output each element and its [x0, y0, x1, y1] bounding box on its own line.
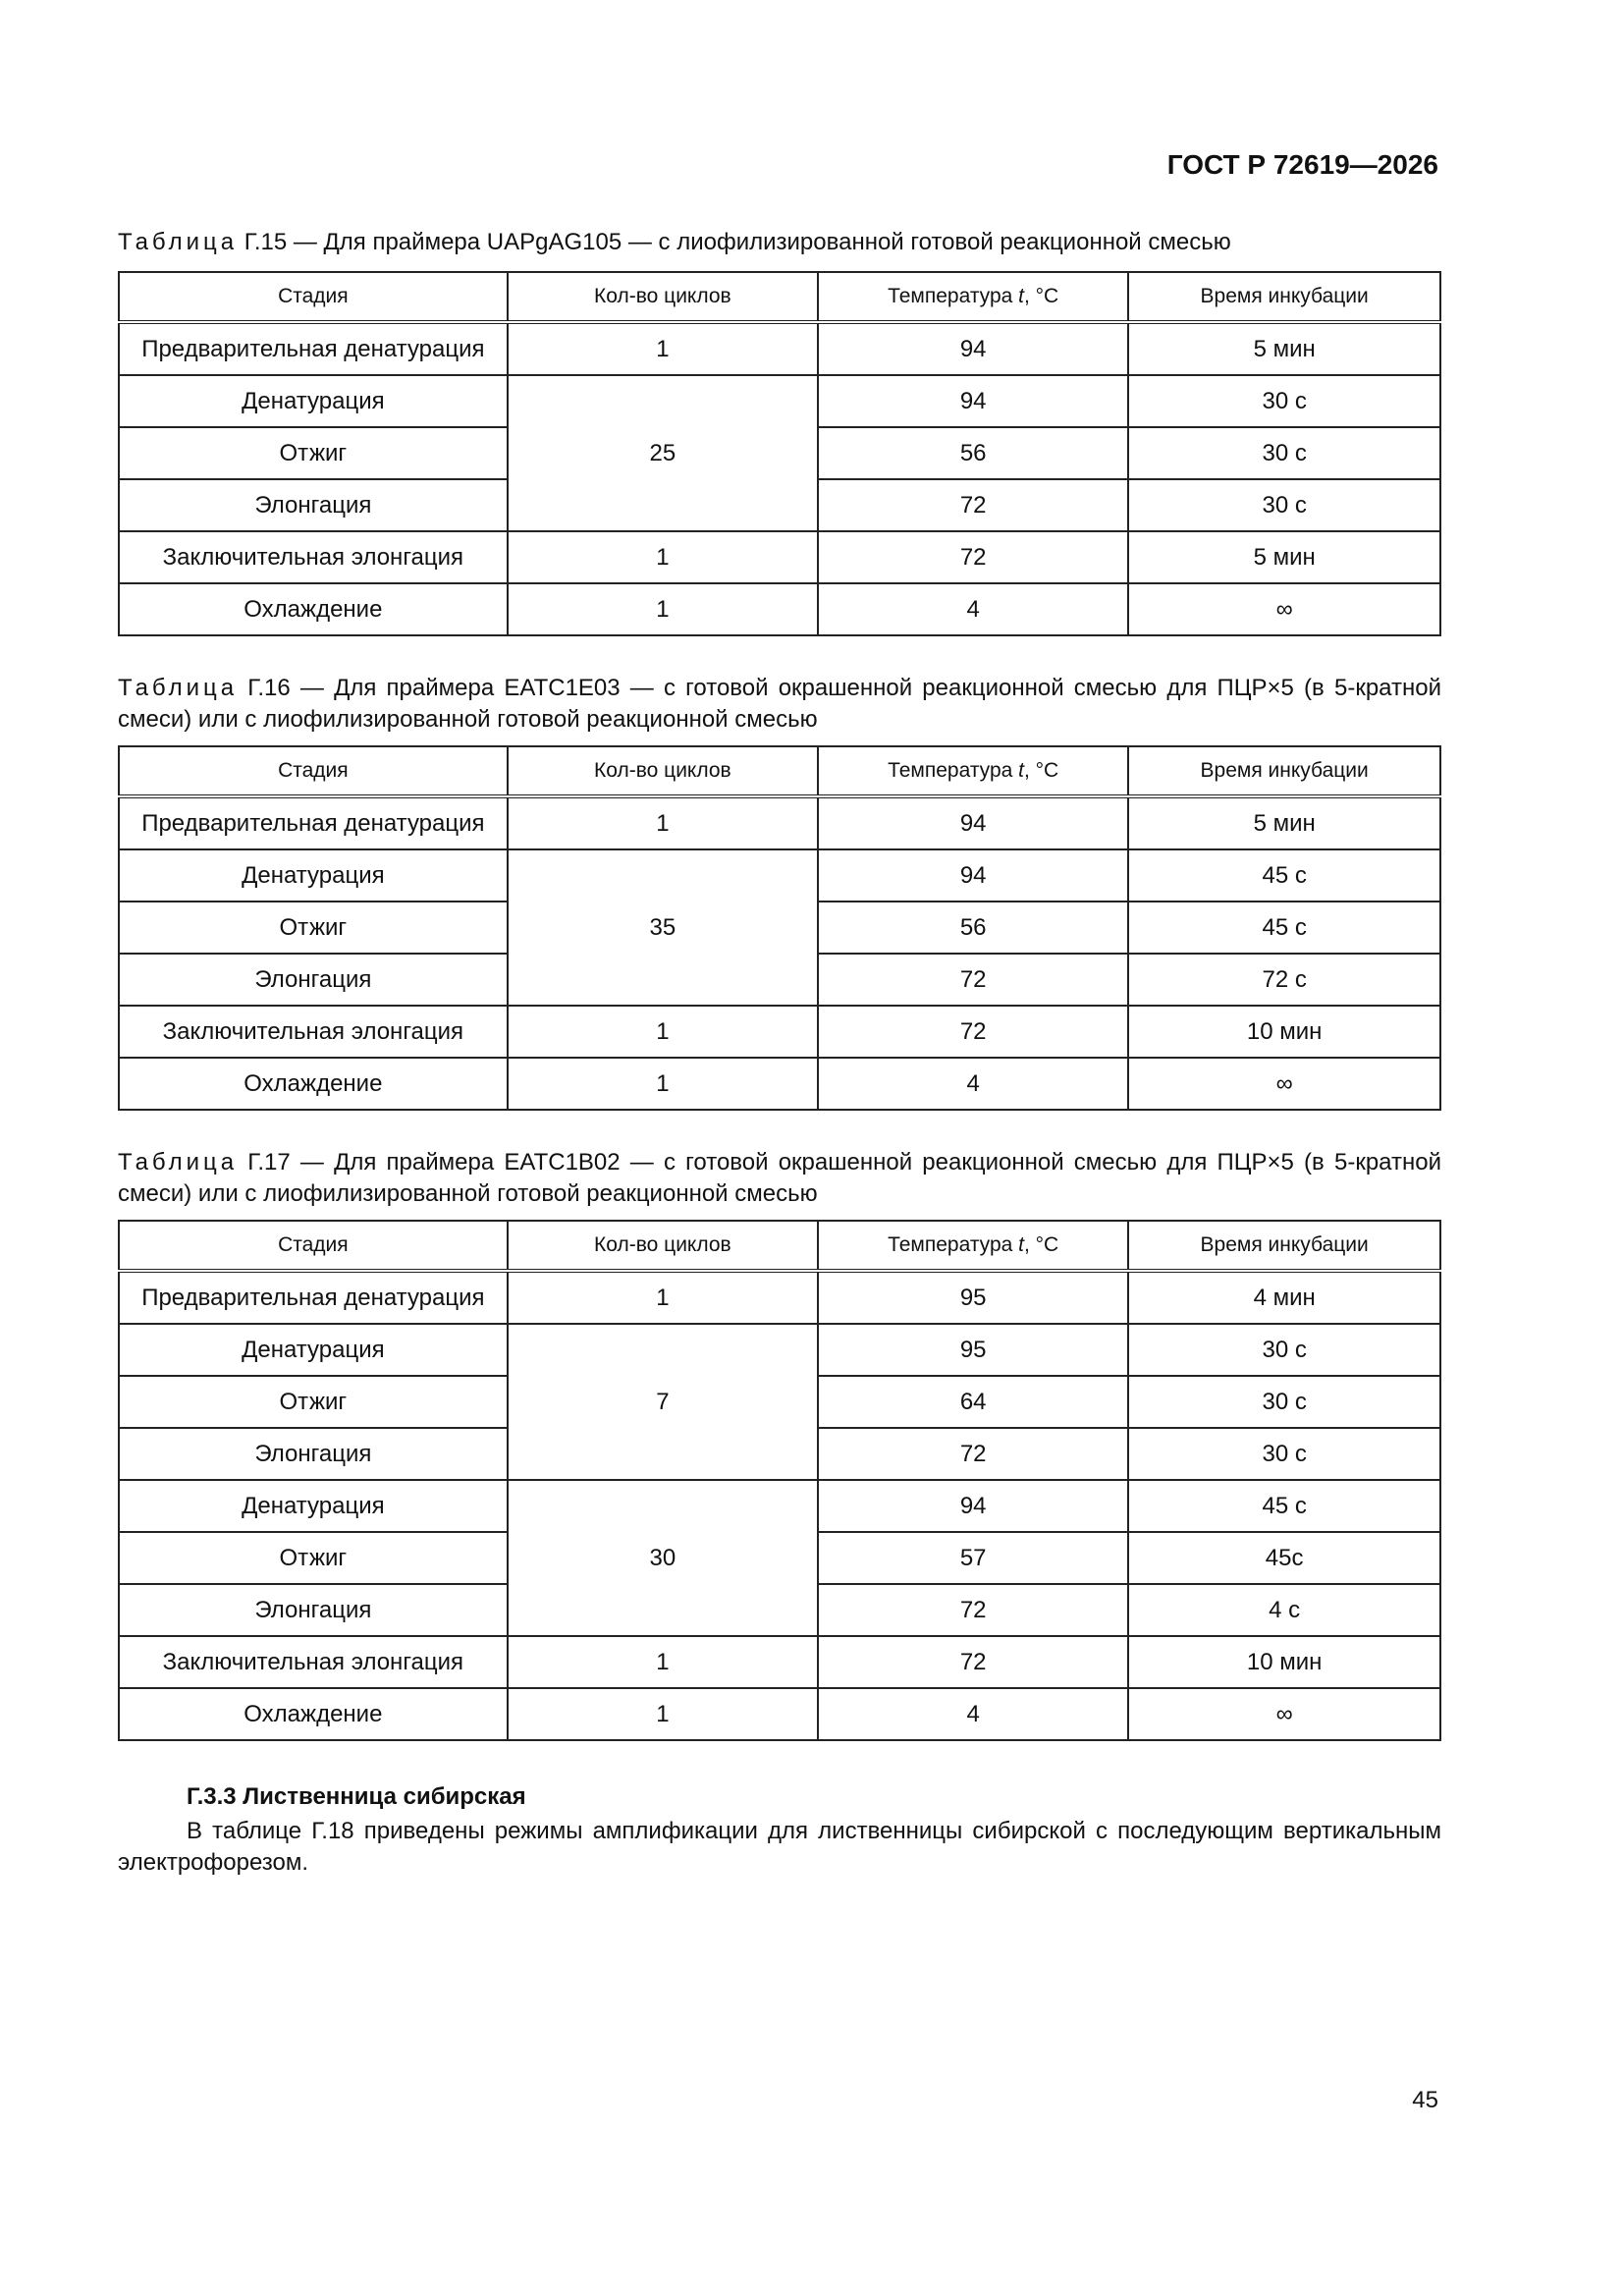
- table-row: [119, 849, 1440, 902]
- table-row: [119, 322, 1440, 375]
- column-header-cycles: Кол-во циклов: [508, 272, 818, 322]
- cell-stage: Охлаждение: [119, 583, 508, 635]
- cell-stage: Денатурация: [119, 1324, 508, 1376]
- cell-stage: Предварительная денатурация: [119, 796, 508, 849]
- cell-time: 5 мин: [1128, 796, 1440, 849]
- cell-cycles: 1: [508, 322, 818, 375]
- cell-stage: Заключительная элонгация: [119, 1006, 508, 1058]
- cell-stage: Денатурация: [119, 375, 508, 427]
- temp-header-symbol: t: [1018, 285, 1024, 307]
- caption-label: Таблица: [118, 675, 239, 701]
- cell-cycles: 1: [508, 531, 818, 583]
- cell-temperature: 57: [818, 1532, 1128, 1584]
- table-header-row: [119, 272, 1440, 322]
- cell-time: 45 с: [1128, 849, 1440, 902]
- cell-stage: Отжиг: [119, 1532, 508, 1584]
- table-caption-g16: [118, 673, 1441, 736]
- cell-time: 4 мин: [1128, 1271, 1440, 1324]
- column-header-cycles: Кол-во циклов: [508, 746, 818, 796]
- cell-temperature: 56: [818, 427, 1128, 479]
- caption-label: Таблица: [118, 1149, 239, 1175]
- column-header-temperature: [818, 1221, 1128, 1271]
- cell-temperature: 4: [818, 1058, 1128, 1110]
- cell-temperature: 72: [818, 1584, 1128, 1636]
- document-code: ГОСТ Р 72619—2026: [1166, 149, 1438, 180]
- cell-time: 45 с: [1128, 1480, 1440, 1532]
- cell-time: 30 с: [1128, 1324, 1440, 1376]
- cell-stage: Денатурация: [119, 849, 508, 902]
- column-header-temperature: [818, 746, 1128, 796]
- cell-stage: Отжиг: [119, 1376, 508, 1428]
- cell-time: 30 с: [1128, 427, 1440, 479]
- cell-cycles: 1: [508, 1636, 818, 1688]
- table-row: [119, 583, 1440, 635]
- table-header-row: [119, 1221, 1440, 1271]
- table-caption-g17: [118, 1147, 1441, 1210]
- cell-time: 5 мин: [1128, 322, 1440, 375]
- cell-stage: Охлаждение: [119, 1058, 508, 1110]
- cell-stage: Отжиг: [119, 902, 508, 954]
- cell-stage: Элонгация: [119, 1428, 508, 1480]
- cell-stage: Предварительная денатурация: [119, 1271, 508, 1324]
- cell-cycles: 25: [508, 375, 818, 531]
- column-header-stage: Стадия: [119, 272, 508, 322]
- table-g16: [118, 745, 1441, 1111]
- table-g17: [118, 1220, 1441, 1741]
- temp-header-text: Температура: [888, 285, 1019, 307]
- cell-temperature: 94: [818, 849, 1128, 902]
- temp-header-unit: , °С: [1023, 759, 1059, 782]
- table-row: [119, 1058, 1440, 1110]
- cell-time: 10 мин: [1128, 1006, 1440, 1058]
- cell-time: 4 с: [1128, 1584, 1440, 1636]
- table-row: [119, 1480, 1440, 1532]
- cell-temperature: 72: [818, 1428, 1128, 1480]
- page-number: 45: [1412, 2087, 1438, 2113]
- cell-time: ∞: [1128, 583, 1440, 635]
- cell-cycles: 7: [508, 1324, 818, 1480]
- caption-text: Г.17 — Для праймера EATC1B02 — с готовой окрашенной реакционной смесью для ПЦР×5 (в 5-кратной смеси) или с лиофилизированной готовой реакционной смесью: [118, 1149, 1441, 1207]
- cell-temperature: 72: [818, 479, 1128, 531]
- table-row: [119, 1006, 1440, 1058]
- cell-cycles: 30: [508, 1480, 818, 1636]
- table-g15: [118, 271, 1441, 636]
- cell-stage: Отжиг: [119, 427, 508, 479]
- cell-temperature: 4: [818, 1688, 1128, 1740]
- cell-stage: Предварительная денатурация: [119, 322, 508, 375]
- caption-text: Г.15 — Для праймера UAPgAG105 — с лиофилизированной готовой реакционной смесью: [238, 229, 1231, 255]
- section-title: Г.3.3 Лиственница сибирская: [187, 1783, 526, 1810]
- cell-temperature: 94: [818, 375, 1128, 427]
- cell-stage: Охлаждение: [119, 1688, 508, 1740]
- cell-temperature: 72: [818, 1006, 1128, 1058]
- cell-time: 45с: [1128, 1532, 1440, 1584]
- cell-time: 30 с: [1128, 375, 1440, 427]
- cell-cycles: 1: [508, 583, 818, 635]
- column-header-time: Время инкубации: [1128, 1221, 1440, 1271]
- column-header-time: Время инкубации: [1128, 272, 1440, 322]
- caption-label: Таблица: [118, 229, 239, 255]
- cell-time: 30 с: [1128, 1376, 1440, 1428]
- cell-cycles: 1: [508, 1006, 818, 1058]
- table-row: [119, 531, 1440, 583]
- cell-cycles: 1: [508, 1688, 818, 1740]
- cell-temperature: 4: [818, 583, 1128, 635]
- temp-header-symbol: t: [1018, 1233, 1024, 1256]
- column-header-stage: Стадия: [119, 1221, 508, 1271]
- table-row: [119, 1636, 1440, 1688]
- column-header-time: Время инкубации: [1128, 746, 1440, 796]
- cell-time: ∞: [1128, 1688, 1440, 1740]
- temp-header-symbol: t: [1018, 759, 1024, 782]
- cell-temperature: 72: [818, 954, 1128, 1006]
- cell-time: 72 с: [1128, 954, 1440, 1006]
- temp-header-unit: , °С: [1023, 1233, 1059, 1256]
- table-caption-g15: [118, 227, 1441, 258]
- column-header-stage: Стадия: [119, 746, 508, 796]
- cell-temperature: 56: [818, 902, 1128, 954]
- temp-header-text: Температура: [888, 1233, 1019, 1256]
- cell-cycles: 1: [508, 1271, 818, 1324]
- cell-temperature: 95: [818, 1271, 1128, 1324]
- cell-temperature: 72: [818, 531, 1128, 583]
- cell-time: 5 мин: [1128, 531, 1440, 583]
- cell-stage: Элонгация: [119, 954, 508, 1006]
- cell-time: 45 с: [1128, 902, 1440, 954]
- cell-temperature: 95: [818, 1324, 1128, 1376]
- cell-cycles: 1: [508, 796, 818, 849]
- cell-temperature: 64: [818, 1376, 1128, 1428]
- cell-temperature: 94: [818, 322, 1128, 375]
- cell-stage: Заключительная элонгация: [119, 531, 508, 583]
- cell-time: 30 с: [1128, 479, 1440, 531]
- cell-stage: Элонгация: [119, 479, 508, 531]
- cell-time: 10 мин: [1128, 1636, 1440, 1688]
- temp-header-text: Температура: [888, 759, 1019, 782]
- table-row: [119, 1324, 1440, 1376]
- table-row: [119, 1271, 1440, 1324]
- cell-stage: Денатурация: [119, 1480, 508, 1532]
- table-row: [119, 796, 1440, 849]
- temp-header-unit: , °С: [1023, 285, 1059, 307]
- cell-cycles: 35: [508, 849, 818, 1006]
- table-row: [119, 1688, 1440, 1740]
- cell-temperature: 72: [818, 1636, 1128, 1688]
- column-header-cycles: Кол-во циклов: [508, 1221, 818, 1271]
- section-text: В таблице Г.18 приведены режимы амплификации для лиственницы сибирской с последующим вертикальным электрофорезом.: [118, 1818, 1441, 1876]
- table-header-row: [119, 746, 1440, 796]
- cell-temperature: 94: [818, 796, 1128, 849]
- cell-stage: Элонгация: [119, 1584, 508, 1636]
- cell-cycles: 1: [508, 1058, 818, 1110]
- caption-text: Г.16 — Для праймера EATC1E03 — с готовой окрашенной реакционной смесью для ПЦР×5 (в 5-кратной смеси) или с лиофилизированной готовой реакционной смесью: [118, 675, 1441, 733]
- cell-stage: Заключительная элонгация: [119, 1636, 508, 1688]
- table-row: [119, 375, 1440, 427]
- cell-temperature: 94: [818, 1480, 1128, 1532]
- cell-time: ∞: [1128, 1058, 1440, 1110]
- column-header-temperature: [818, 272, 1128, 322]
- cell-time: 30 с: [1128, 1428, 1440, 1480]
- section-paragraph: [118, 1816, 1441, 1879]
